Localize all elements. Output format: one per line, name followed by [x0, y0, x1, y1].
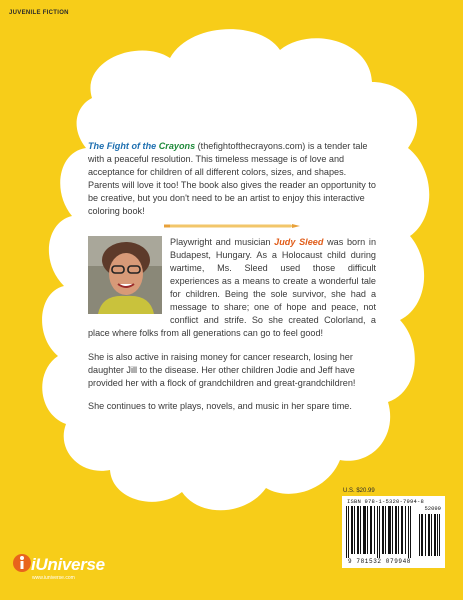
publisher-name: iUniverse	[31, 555, 105, 574]
book-title-part2: Crayons	[158, 141, 196, 151]
barcode-number: 9 781532 079948	[348, 558, 412, 565]
paragraph-spare-time: She continues to write plays, novels, and music in her spare time.	[88, 401, 352, 412]
iuniverse-logo-icon	[12, 552, 32, 574]
crayon-divider-icon	[162, 222, 302, 230]
publisher-url: www.iuniverse.com	[32, 575, 75, 581]
price-code: 52099	[424, 505, 441, 512]
bio-section	[88, 236, 376, 339]
author-name: Judy Sleed	[274, 237, 324, 248]
small-barcode-icon	[419, 514, 441, 556]
book-title-part1: The Fight of the	[88, 141, 157, 151]
intro-text: (thefightofthecrayons.com) is a tender tale with a peaceful resolution. This timeless message is of love and acceptance for children of all different colors, sizes, and shapes. Parents will love it too! The book also gives the reader an opportunity to be creative, but you don't need to be an artist to enjoy this interactive coloring book!	[88, 141, 376, 216]
barcode-box	[342, 496, 445, 568]
description-block	[88, 140, 376, 413]
price-label: U.S. $20.99	[343, 488, 375, 494]
genre-label: JUVENILE FICTION	[9, 10, 69, 16]
isbn-text: ISBN 978-1-5320-7994-8	[347, 498, 425, 505]
intro-paragraph	[88, 140, 376, 217]
bio-lead: Playwright and musician	[170, 237, 275, 248]
bio-text: was born in Budapest, Hungary. As a Holocaust child during wartime, Ms. Sleed used those difficult experiences as a means to create a wonderful tale for children. Being the sole survivor, she had a message to share; one of hope and peace, not conflict and strife. So she created Colorland, a place where folks from all generations can go to feel good!	[88, 237, 377, 338]
barcode-icon	[346, 506, 416, 558]
paragraph-cancer-research: She is also active in raising money for cancer research, losing her daughter Jill to the disease. Her other children Jodie and Jeff have provided her with a flock of grandchildren and great-grandchildren!	[88, 351, 356, 388]
author-photo	[88, 236, 162, 314]
